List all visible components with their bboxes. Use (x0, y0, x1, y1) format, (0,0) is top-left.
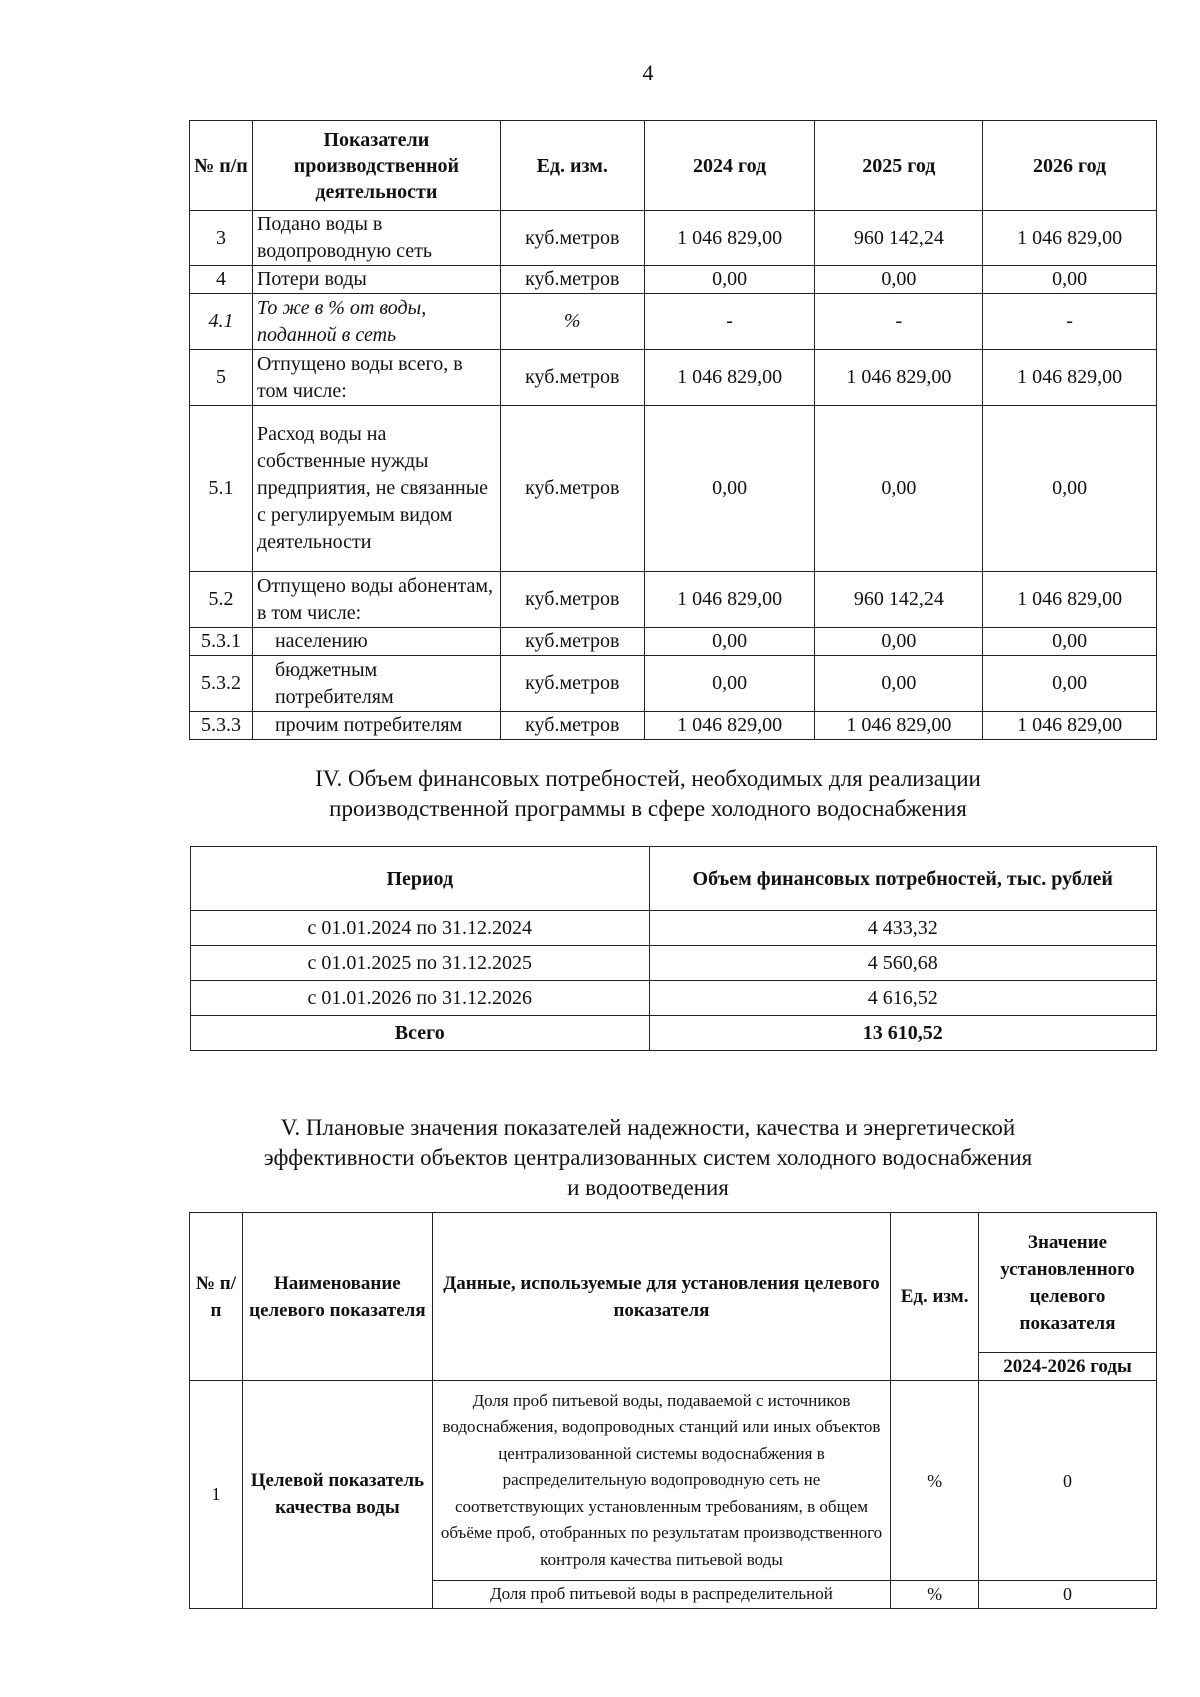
row-name: То же в % от воды, поданной в сеть (252, 294, 500, 350)
row-2025: 0,00 (815, 656, 983, 712)
row-2025: 0,00 (815, 266, 983, 294)
header-data: Данные, используемые для установления целевого показателя (432, 1213, 890, 1381)
row-2025: 0,00 (815, 628, 983, 656)
row-value: 0 (979, 1581, 1157, 1609)
row-unit: куб.метров (500, 211, 644, 266)
row-unit: куб.метров (500, 406, 644, 572)
row-2026: 0,00 (983, 266, 1157, 294)
section-5-title-line: эффективности объектов централизованных систем холодного водоснабжения (263, 1145, 1033, 1170)
row-indicator-name: Целевой показатель качества воды (242, 1381, 432, 1609)
row-2024: 1 046 829,00 (644, 211, 815, 266)
table-row (190, 406, 1157, 572)
row-2026: 1 046 829,00 (983, 350, 1157, 406)
row-data: Доля проб питьевой воды, подаваемой с источников водоснабжения, водопроводных станций или иных объектов централизованной системы водоснабжения в распределительную водопроводную сеть не соответствующих установленным требованиям, в общем объёме проб, отобранных по результатам производственного контроля качества питьевой воды (432, 1381, 890, 1581)
table-row (190, 211, 1157, 266)
row-unit: % (891, 1381, 979, 1581)
total-value: 13 610,52 (649, 1016, 1157, 1051)
total-label: Всего (191, 1016, 650, 1051)
row-2025: - (815, 294, 983, 350)
header-2024: 2024 год (644, 121, 815, 211)
row-2026: 1 046 829,00 (983, 712, 1157, 740)
row-unit: куб.метров (500, 266, 644, 294)
total-row (191, 1016, 1157, 1051)
row-num: 1 (190, 1381, 243, 1609)
section-4-title-line: IV. Объем финансовых потребностей, необходимых для реализации (315, 766, 981, 791)
row-period: с 01.01.2024 по 31.12.2024 (191, 911, 650, 946)
table-row (190, 572, 1157, 628)
row-2025: 960 142,24 (815, 211, 983, 266)
row-unit: куб.метров (500, 656, 644, 712)
table-row (190, 294, 1157, 350)
table-row (191, 911, 1157, 946)
row-2024: 1 046 829,00 (644, 712, 815, 740)
row-num: 4 (190, 266, 253, 294)
financial-needs-table (190, 846, 1157, 1051)
row-2026: 1 046 829,00 (983, 572, 1157, 628)
section-4-title-line: производственной программы в сфере холодного водоснабжения (329, 796, 967, 821)
table-row (191, 946, 1157, 981)
row-2026: 0,00 (983, 656, 1157, 712)
section-5-title-line: и водоотведения (567, 1175, 729, 1200)
header-years: 2024-2026 годы (979, 1353, 1157, 1381)
row-name: Отпущено воды абонентам, в том числе: (252, 572, 500, 628)
row-num: 5.3.3 (190, 712, 253, 740)
row-2025: 1 046 829,00 (815, 712, 983, 740)
row-period: с 01.01.2026 по 31.12.2026 (191, 981, 650, 1016)
row-value: 0 (979, 1381, 1157, 1581)
table-row (190, 712, 1157, 740)
row-volume: 4 433,32 (649, 911, 1157, 946)
table-row (191, 981, 1157, 1016)
row-2025: 960 142,24 (815, 572, 983, 628)
header-unit: Ед. изм. (891, 1213, 979, 1381)
table-row (190, 1381, 1157, 1581)
row-2026: 0,00 (983, 628, 1157, 656)
table-row (190, 350, 1157, 406)
header-2025: 2025 год (815, 121, 983, 211)
row-num: 5 (190, 350, 253, 406)
row-num: 5.1 (190, 406, 253, 572)
row-2024: 0,00 (644, 656, 815, 712)
row-unit: % (500, 294, 644, 350)
row-name: населению (252, 628, 500, 656)
row-2024: 0,00 (644, 406, 815, 572)
row-period: с 01.01.2025 по 31.12.2025 (191, 946, 650, 981)
row-2026: 1 046 829,00 (983, 211, 1157, 266)
page-number: 4 (642, 60, 654, 85)
section-5-title (0, 1113, 1200, 1203)
row-2024: 1 046 829,00 (644, 572, 815, 628)
header-indicator: Показатели производственной деятельности (252, 121, 500, 211)
header-unit: Ед. изм. (500, 121, 644, 211)
header-num: № п/п (190, 121, 253, 211)
header-volume: Объем финансовых потребностей, тыс. рублей (649, 847, 1157, 911)
row-2026: 0,00 (983, 406, 1157, 572)
row-2026: - (983, 294, 1157, 350)
row-unit: куб.метров (500, 572, 644, 628)
row-unit: куб.метров (500, 628, 644, 656)
row-volume: 4 616,52 (649, 981, 1157, 1016)
table-row (190, 656, 1157, 712)
table-row (190, 628, 1157, 656)
row-name: прочим потребителям (252, 712, 500, 740)
row-name: Расход воды на собственные нужды предприятия, не связанные с регулируемым видом деятельности (252, 406, 500, 572)
header-value: Значение установленного целевого показателя (979, 1213, 1157, 1353)
section-4-title (0, 764, 1200, 824)
row-num: 3 (190, 211, 253, 266)
row-name: Отпущено воды всего, в том числе: (252, 350, 500, 406)
row-name: Подано воды в водопроводную сеть (252, 211, 500, 266)
row-2025: 0,00 (815, 406, 983, 572)
row-num: 4.1 (190, 294, 253, 350)
target-indicators-table (189, 1212, 1157, 1609)
row-volume: 4 560,68 (649, 946, 1157, 981)
header-name: Наименование целевого показателя (242, 1213, 432, 1381)
section-5-title-line: V. Плановые значения показателей надежности, качества и энергетической (280, 1115, 1016, 1140)
header-2026: 2026 год (983, 121, 1157, 211)
row-2024: 1 046 829,00 (644, 350, 815, 406)
row-2024: 0,00 (644, 628, 815, 656)
row-unit: куб.метров (500, 712, 644, 740)
row-num: 5.2 (190, 572, 253, 628)
row-name: бюджетным потребителям (252, 656, 500, 712)
row-2025: 1 046 829,00 (815, 350, 983, 406)
header-num: № п/п (190, 1213, 243, 1381)
row-unit: куб.метров (500, 350, 644, 406)
row-num: 5.3.1 (190, 628, 253, 656)
row-name: Потери воды (252, 266, 500, 294)
production-indicators-table (189, 120, 1157, 740)
row-2024: - (644, 294, 815, 350)
row-num: 5.3.2 (190, 656, 253, 712)
row-data: Доля проб питьевой воды в распределительной (432, 1581, 890, 1609)
table-row (190, 266, 1157, 294)
row-2024: 0,00 (644, 266, 815, 294)
row-unit: % (891, 1581, 979, 1609)
header-period: Период (191, 847, 650, 911)
